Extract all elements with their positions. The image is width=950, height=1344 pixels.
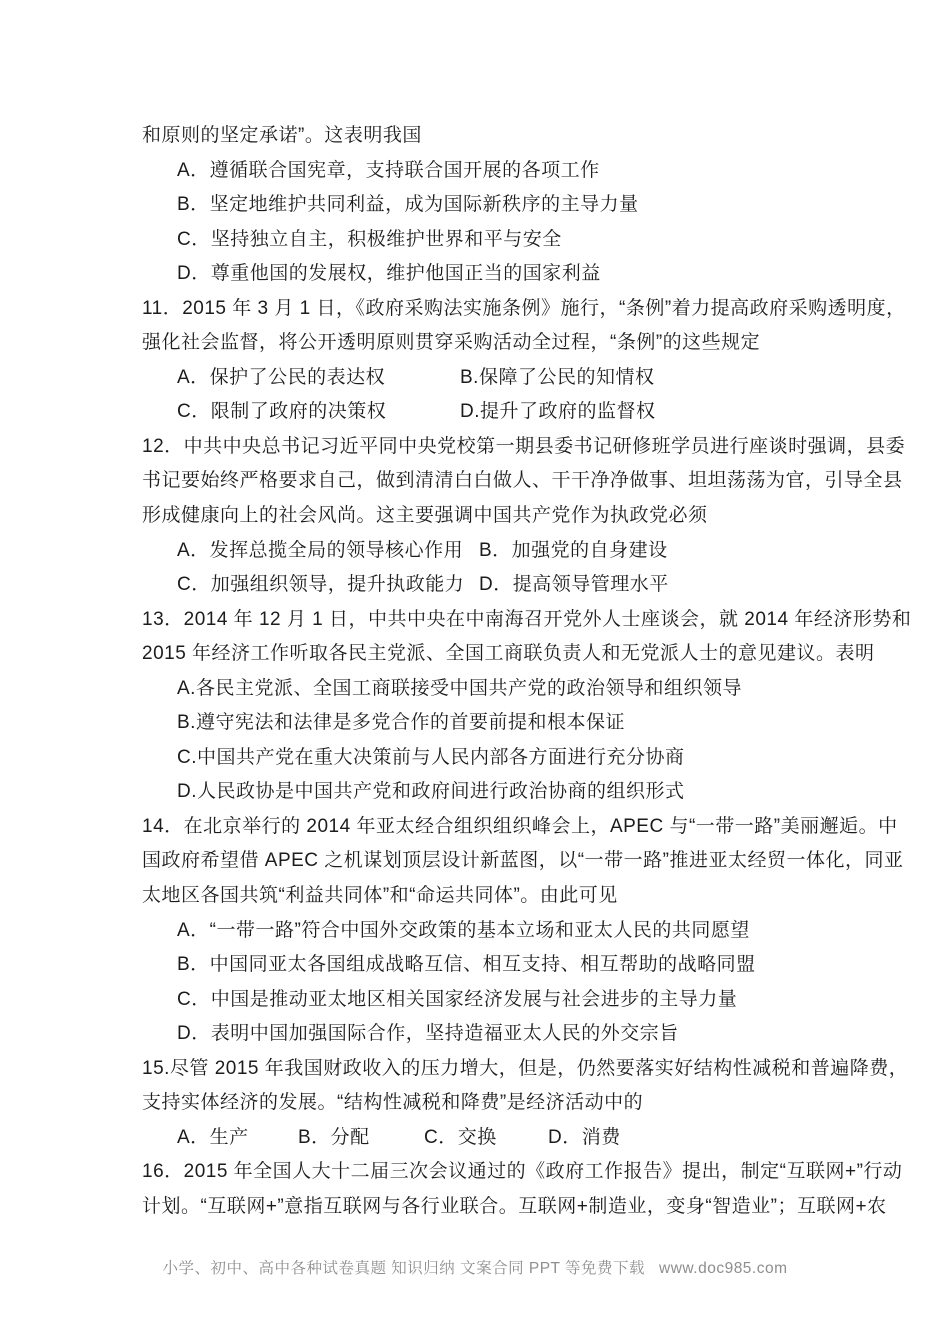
question-stem-line: 支持实体经济的发展。“结构性减税和降费”是经济活动中的: [142, 1092, 644, 1114]
question-stem-line: 形成健康向上的社会风尚。这主要强调中国共产党作为执政党必须: [142, 505, 708, 527]
question-stem-line: 强化社会监督，将公开透明原则贯穿采购活动全过程，“条例”的这些规定: [142, 332, 761, 354]
option-row: [142, 1121, 878, 1156]
question-stem-line: 12．中共中央总书记习近平同中央党校第一期县委书记研修班学员进行座谈时强调，县委: [142, 435, 906, 457]
option-line: A．遵循联合国宪章，支持联合国开展的各项工作: [177, 159, 600, 181]
exam-text-body: [142, 119, 912, 1225]
question-stem-line: 13．2014 年 12 月 1 日，中共中央在中南海召开党外人士座谈会，就 2014 年经济形势和: [142, 608, 912, 630]
option-line: C．坚持独立自主，积极维护世界和平与安全: [177, 228, 562, 250]
option: D.提升了政府的监督权: [460, 401, 656, 423]
option: B.保障了公民的知情权: [460, 366, 655, 388]
option-line: D．表明中国加强国际合作，坚持造福亚太人民的外交宗旨: [177, 1023, 679, 1045]
question-stem-line: 和原则的坚定承诺”。这表明我国: [142, 125, 422, 146]
option-line: B．中国同亚太各国组成战略互信、相互支持、相互帮助的战略同盟: [177, 954, 756, 976]
option: A．生产: [177, 1126, 249, 1148]
question-stem-line: 16．2015 年全国人大十二届三次会议通过的《政府工作报告》提出，制定“互联网+”行动: [142, 1161, 903, 1183]
option: C．加强组织领导，提升执政能力: [177, 574, 465, 596]
option-line: B.遵守宪法和法律是多党合作的首要前提和根本保证: [177, 712, 625, 734]
option: B．分配: [298, 1126, 370, 1148]
option: B．加强党的自身建设: [479, 539, 668, 561]
question-stem-line: 计划。“互联网+”意指互联网与各行业联合。互联网+制造业，变身“智造业”；互联网+农: [142, 1195, 887, 1217]
option: A．保护了公民的表达权: [177, 366, 386, 388]
option: A．发挥总揽全局的领导核心作用: [177, 539, 464, 561]
footer-url[interactable]: www.doc985.com: [659, 1260, 788, 1277]
question-stem-line: 14．在北京举行的 2014 年亚太经合组织组织峰会上，APEC 与“一带一路”美丽邂逅。中: [142, 815, 898, 837]
option: D．提高领导管理水平: [479, 574, 669, 596]
option-line: D.人民政协是中国共产党和政府间进行政治协商的组织形式: [177, 781, 685, 803]
question-stem-line: 国政府希望借 APEC 之机谋划顶层设计新蓝图，以“一带一路”推进亚太经贸一体化，同亚: [142, 850, 904, 872]
option-line: C.中国共产党在重大决策前与人民内部各方面进行充分协商: [177, 746, 685, 768]
question-stem-line: 11．2015 年 3 月 1 日，《政府采购法实施条例》施行，“条例”着力提高政府采购透明度，: [142, 297, 906, 319]
question-stem-line: 书记要始终严格要求自己，做到清清白白做人、干干净净做事、坦坦荡荡为官，引导全县: [142, 470, 903, 492]
option-row: [142, 534, 878, 569]
question-stem-line: 15.尽管 2015 年我国财政收入的压力增大，但是，仍然要落实好结构性减税和普遍降费，: [142, 1057, 909, 1079]
page-footer: [0, 1256, 950, 1282]
option-row: [142, 395, 878, 430]
footer-text: 小学、初中、高中各种试卷真题 知识归纳 文案合同 PPT 等免费下载: [162, 1260, 646, 1277]
option: C．交换: [424, 1126, 497, 1148]
option-line: B．坚定地维护共同利益，成为国际新秩序的主导力量: [177, 194, 639, 216]
option: D．消费: [548, 1126, 621, 1148]
option-line: A.各民主党派、全国工商联接受中国共产党的政治领导和组织领导: [177, 677, 742, 699]
option-row: [142, 568, 878, 603]
option-line: C．中国是推动亚太地区相关国家经济发展与社会进步的主导力量: [177, 988, 738, 1010]
question-stem-line: 2015 年经济工作听取各民主党派、全国工商联负责人和无党派人士的意见建议。表明: [142, 643, 875, 665]
option-row: [142, 361, 878, 396]
option-line: D．尊重他国的发展权，维护他国正当的国家利益: [177, 263, 601, 285]
option: C．限制了政府的决策权: [177, 401, 387, 423]
question-stem-line: 太地区各国共筑“利益共同体”和“命运共同体”。由此可见: [142, 885, 618, 907]
option-line: A．“一带一路”符合中国外交政策的基本立场和亚太人民的共同愿望: [177, 919, 750, 941]
